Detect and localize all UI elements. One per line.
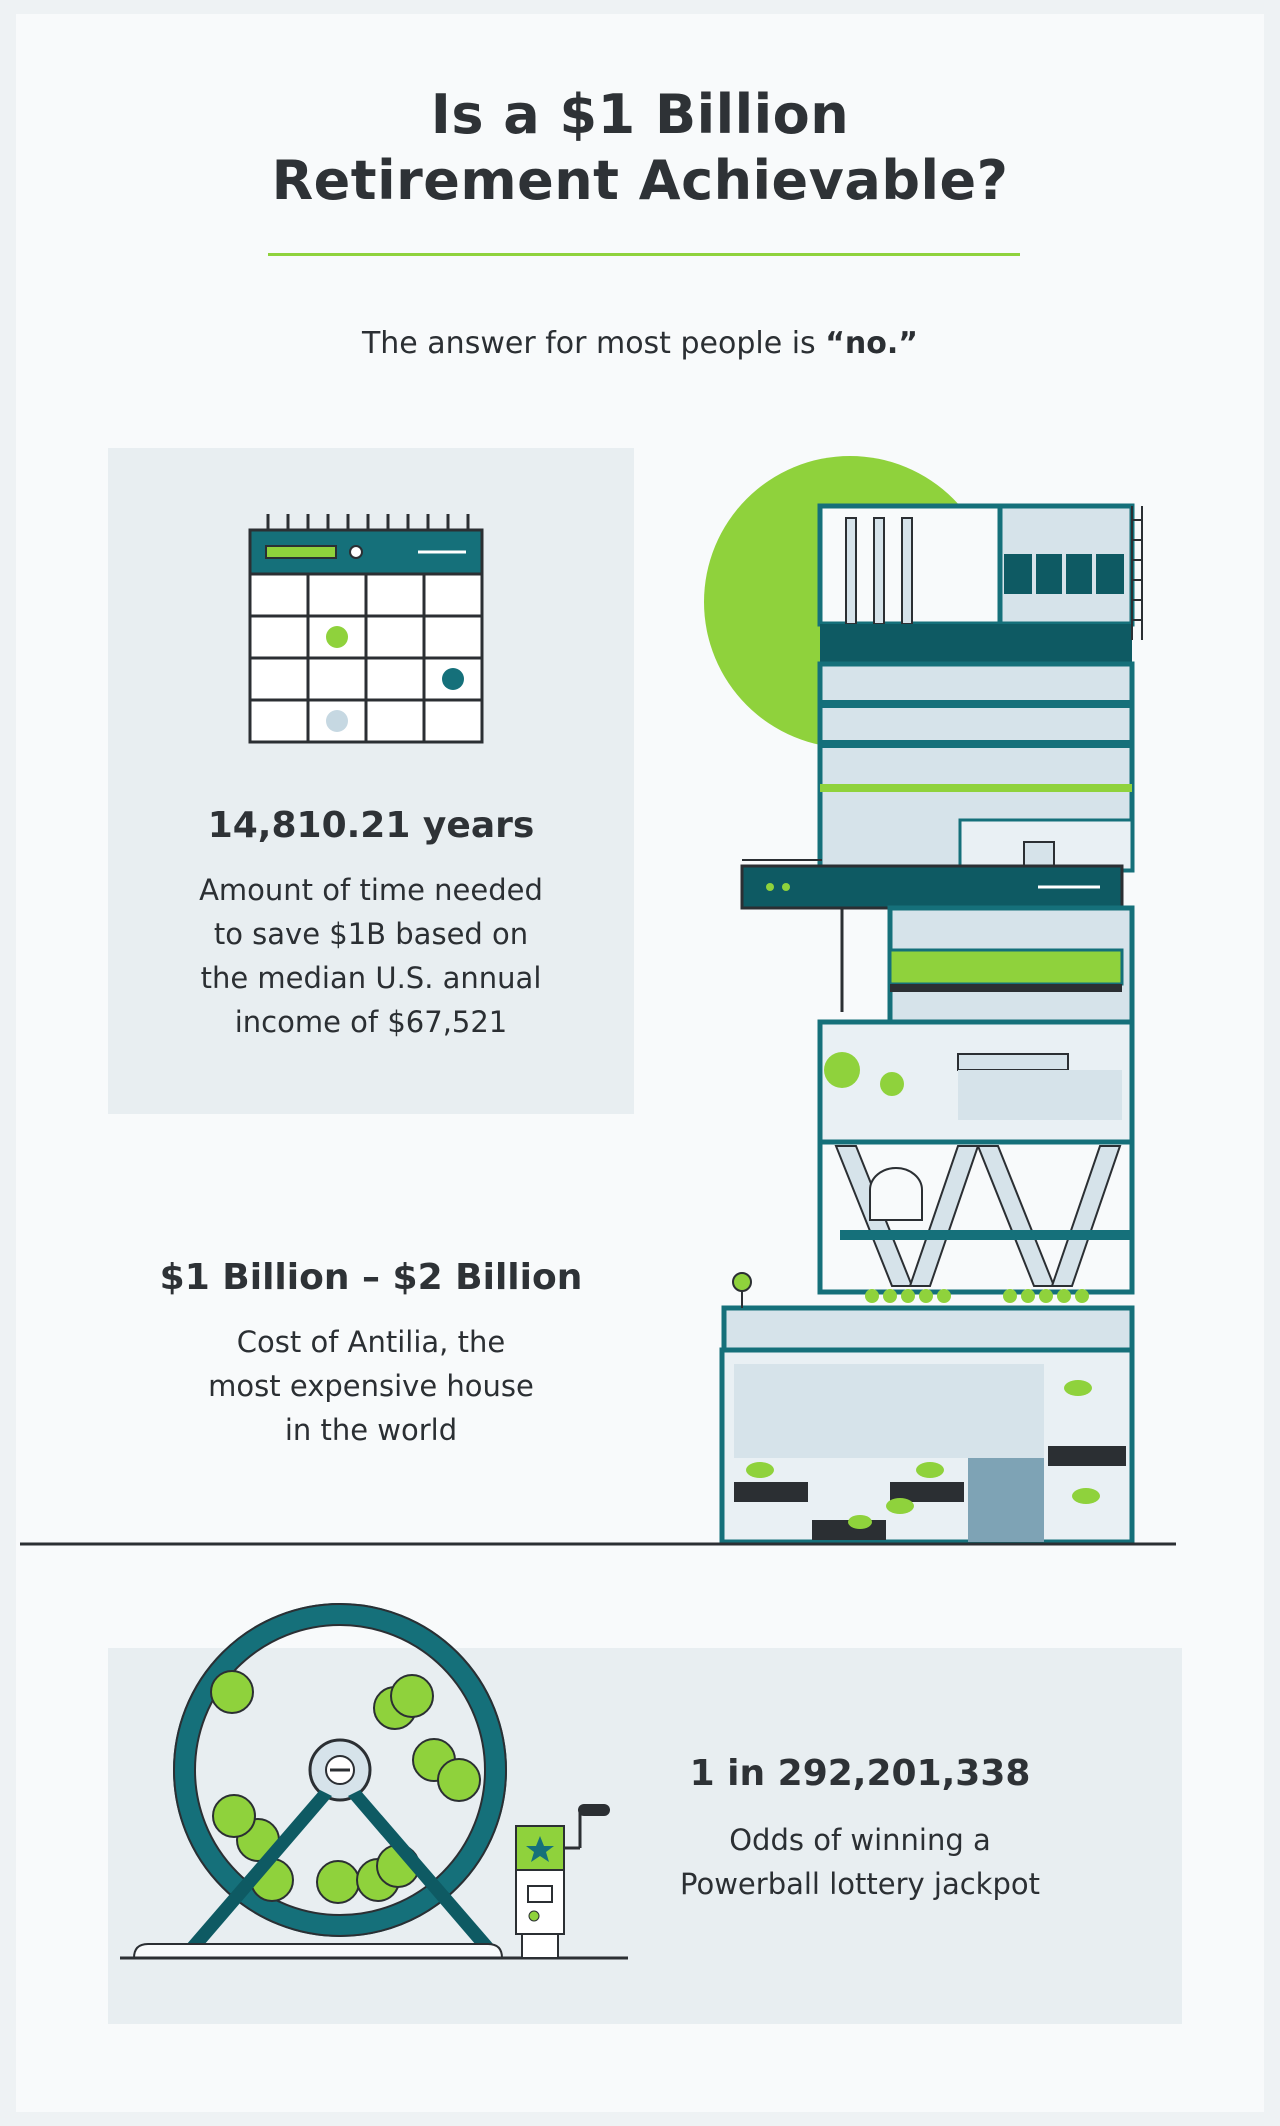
years-stat-value: 14,810.21 years bbox=[207, 805, 535, 846]
page-title bbox=[0, 82, 1280, 214]
antilia-stat-value: $1 Billion – $2 Billion bbox=[159, 1257, 583, 1298]
antilia-desc-line-2: most expensive house bbox=[208, 1369, 534, 1403]
years-desc-line-1: Amount of time needed bbox=[199, 873, 543, 907]
years-desc-line-3: the median U.S. annual bbox=[200, 961, 542, 995]
powerball-stat-value: 1 in 292,201,338 bbox=[689, 1753, 1031, 1794]
title-line-2: Retirement Achievable? bbox=[271, 149, 1009, 212]
powerball-desc-line-1: Odds of winning a bbox=[729, 1823, 991, 1857]
powerball-desc-line-2: Powerball lottery jackpot bbox=[680, 1867, 1040, 1901]
subtitle-text: The answer for most people is bbox=[361, 326, 826, 361]
years-desc-line-4: income of $67,521 bbox=[234, 1005, 508, 1039]
subtitle bbox=[0, 324, 1280, 364]
powerball-stat-description bbox=[620, 1818, 1100, 1906]
antilia-desc-line-3: in the world bbox=[284, 1413, 458, 1447]
title-divider bbox=[268, 253, 1020, 256]
lottery-wheel-illustration bbox=[120, 1600, 640, 1970]
years-desc-line-2: to save $1B based on bbox=[213, 917, 529, 951]
subtitle-emphasis: “no.” bbox=[825, 326, 919, 361]
skyscraper-illustration bbox=[0, 440, 1280, 1550]
antilia-desc-line-1: Cost of Antilia, the bbox=[236, 1325, 506, 1359]
title-line-1: Is a $1 Billion bbox=[430, 83, 850, 146]
